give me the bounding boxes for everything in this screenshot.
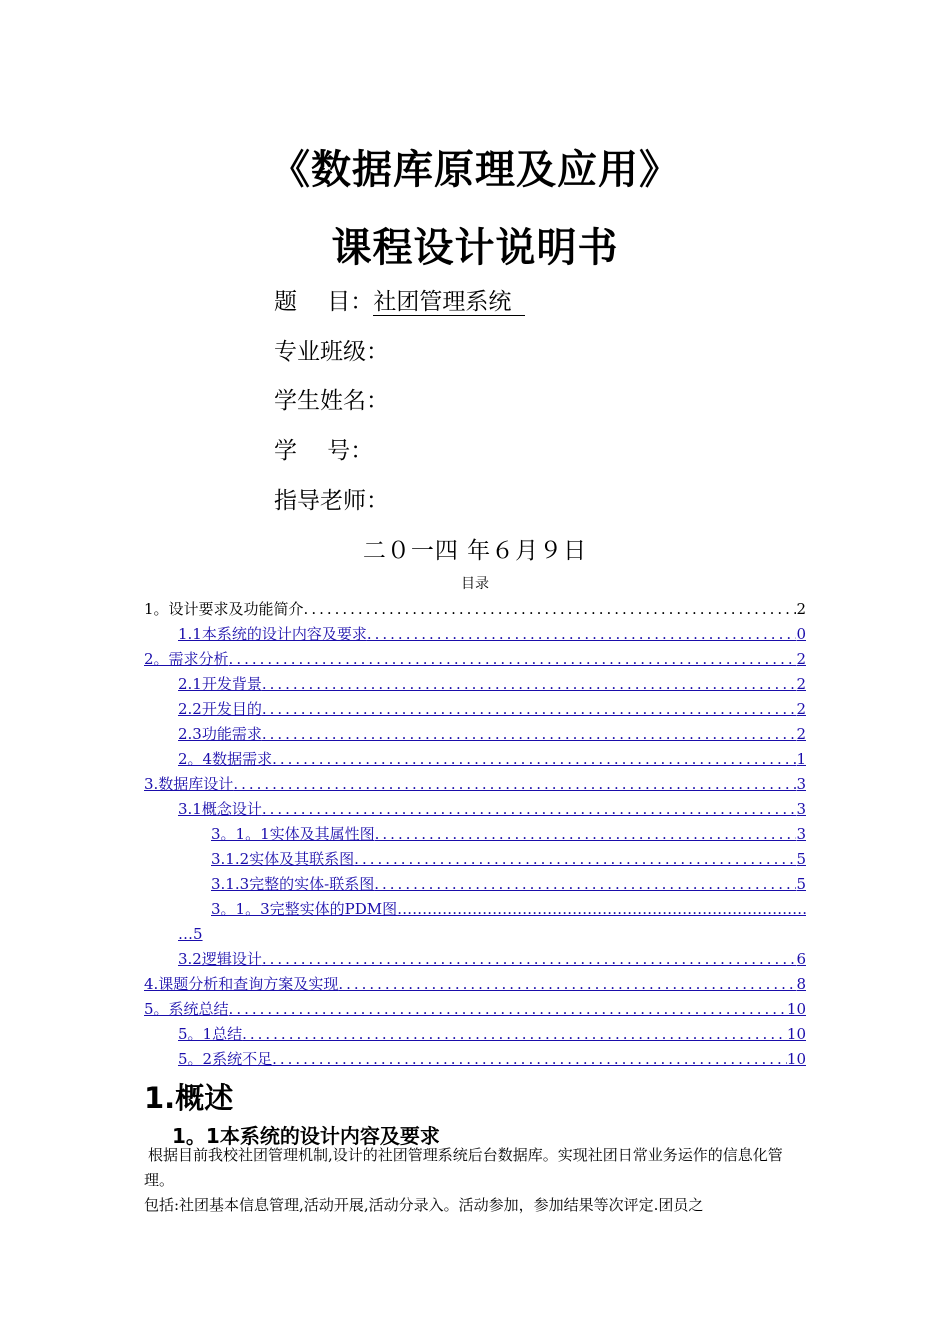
toc-item-text: 3.1.3完整的实体-联系图 xyxy=(211,875,375,893)
body-paragraph: 根据目前我校社团管理机制,设计的社团管理系统后台数据库。实现社团日常业务运作的信息化管理。 xyxy=(144,1146,783,1189)
toc-item[interactable] xyxy=(144,1047,806,1072)
student-id-row xyxy=(274,432,373,465)
document-title: 《数据库原理及应用》 xyxy=(270,147,680,193)
toc-item-page: 0 xyxy=(796,625,806,643)
toc-item-page: 2 xyxy=(796,700,806,718)
toc-leader xyxy=(229,997,787,1022)
toc-leader xyxy=(338,972,796,997)
major-label: 专业班级： xyxy=(274,339,389,365)
section-heading: 1.概述 xyxy=(144,1081,234,1115)
toc-item-page: 8 xyxy=(796,975,806,993)
toc-item-continuation[interactable]: …5 xyxy=(178,925,203,943)
toc-item-text: 2。需求分析 xyxy=(144,650,229,668)
toc-leader xyxy=(229,647,797,672)
toc-item[interactable] xyxy=(144,697,806,722)
toc-item-page: 2 xyxy=(796,600,806,618)
toc-item[interactable] xyxy=(144,722,806,747)
table-of-contents xyxy=(144,597,806,1072)
toc-item-page: 10 xyxy=(786,1000,806,1018)
toc-item-page: 10 xyxy=(786,1025,806,1043)
toc-leader xyxy=(262,797,797,822)
subsection-heading: 1。1本系统的设计内容及要求 xyxy=(172,1124,440,1148)
body-paragraph: 包括:社团基本信息管理,活动开展,活动分录入。活动参加，参加结果等次评定.团员之 xyxy=(144,1196,704,1214)
toc-item-text: 3.2逻辑设计 xyxy=(178,950,262,968)
toc-item-page: 1 xyxy=(796,750,806,768)
toc-item[interactable] xyxy=(144,772,806,797)
toc-item[interactable] xyxy=(144,947,806,972)
document-date: 二０一四 年６月９日 xyxy=(362,538,588,564)
toc-leader xyxy=(375,822,797,847)
toc-item[interactable] xyxy=(144,972,806,997)
toc-item-text: 3。1。1实体及其属性图 xyxy=(211,825,375,843)
toc-leader xyxy=(262,672,797,697)
toc-item-page: 5 xyxy=(796,875,806,893)
student-id-label: 学 号： xyxy=(274,438,374,464)
toc-item-text: 2.3功能需求 xyxy=(178,725,262,743)
toc-item-text: 2.1开发背景 xyxy=(178,675,262,693)
toc-item-text: 3.1.2实体及其联系图 xyxy=(211,850,355,868)
toc-item-text: 3.数据库设计 xyxy=(144,775,234,793)
student-name-label: 学生姓名： xyxy=(274,388,389,414)
toc-leader xyxy=(367,622,797,647)
toc-leader xyxy=(262,697,797,722)
toc-item[interactable] xyxy=(144,647,806,672)
teacher-label: 指导老师： xyxy=(274,488,389,514)
toc-item-page: 2 xyxy=(796,675,806,693)
toc-leader xyxy=(354,847,796,872)
toc-item-page: 2 xyxy=(796,650,806,668)
toc-item[interactable] xyxy=(144,822,806,847)
major-row xyxy=(274,333,389,366)
toc-item[interactable] xyxy=(144,997,806,1022)
toc-item[interactable] xyxy=(144,597,806,622)
toc-item[interactable] xyxy=(144,672,806,697)
toc-item-text: 5。2系统不足 xyxy=(178,1050,273,1068)
toc-item-text: 5。系统总结 xyxy=(144,1000,229,1018)
document-subtitle: 课程设计说明书 xyxy=(331,225,619,271)
toc-item-text: 2.2开发目的 xyxy=(178,700,262,718)
toc-leader xyxy=(262,722,797,747)
student-name-row xyxy=(274,382,389,415)
toc-leader xyxy=(242,1022,787,1047)
toc-leader xyxy=(397,897,806,922)
toc-item[interactable] xyxy=(144,847,806,872)
toc-leader xyxy=(262,947,797,972)
toc-item-text: 3。1。3完整实体的PDM图 xyxy=(211,900,398,918)
toc-leader xyxy=(272,1047,787,1072)
toc-item-page: 3 xyxy=(796,800,806,818)
toc-item-text: 2。4数据需求 xyxy=(178,750,273,768)
toc-item-text: 3.1概念设计 xyxy=(178,800,262,818)
toc-item[interactable] xyxy=(144,747,806,772)
topic-row xyxy=(274,283,525,316)
toc-leader xyxy=(304,597,797,622)
toc-leader xyxy=(272,747,796,772)
toc-item-page: 6 xyxy=(796,950,806,968)
toc-item-text: 1。设计要求及功能简介 xyxy=(144,600,304,618)
toc-item[interactable] xyxy=(144,897,806,922)
toc-item-text: 5。1总结 xyxy=(178,1025,243,1043)
toc-item[interactable] xyxy=(144,797,806,822)
toc-item-text: 1.1本系统的设计内容及要求 xyxy=(178,625,367,643)
toc-leader xyxy=(233,772,796,797)
toc-leader xyxy=(374,872,796,897)
teacher-row xyxy=(274,482,389,515)
topic-label: 题 目： xyxy=(274,289,374,315)
topic-value: 社团管理系统 xyxy=(373,289,525,316)
toc-item[interactable] xyxy=(144,622,806,647)
toc-item[interactable] xyxy=(144,872,806,897)
toc-item-page: 5 xyxy=(796,850,806,868)
toc-item-page: 3 xyxy=(796,775,806,793)
toc-item-page: 10 xyxy=(786,1050,806,1068)
toc-item-page: 2 xyxy=(796,725,806,743)
toc-item-page: 3 xyxy=(796,825,806,843)
toc-item[interactable] xyxy=(144,1022,806,1047)
toc-item-text: 4.课题分析和查询方案及实现 xyxy=(144,975,339,993)
toc-title: 目录 xyxy=(461,576,489,592)
